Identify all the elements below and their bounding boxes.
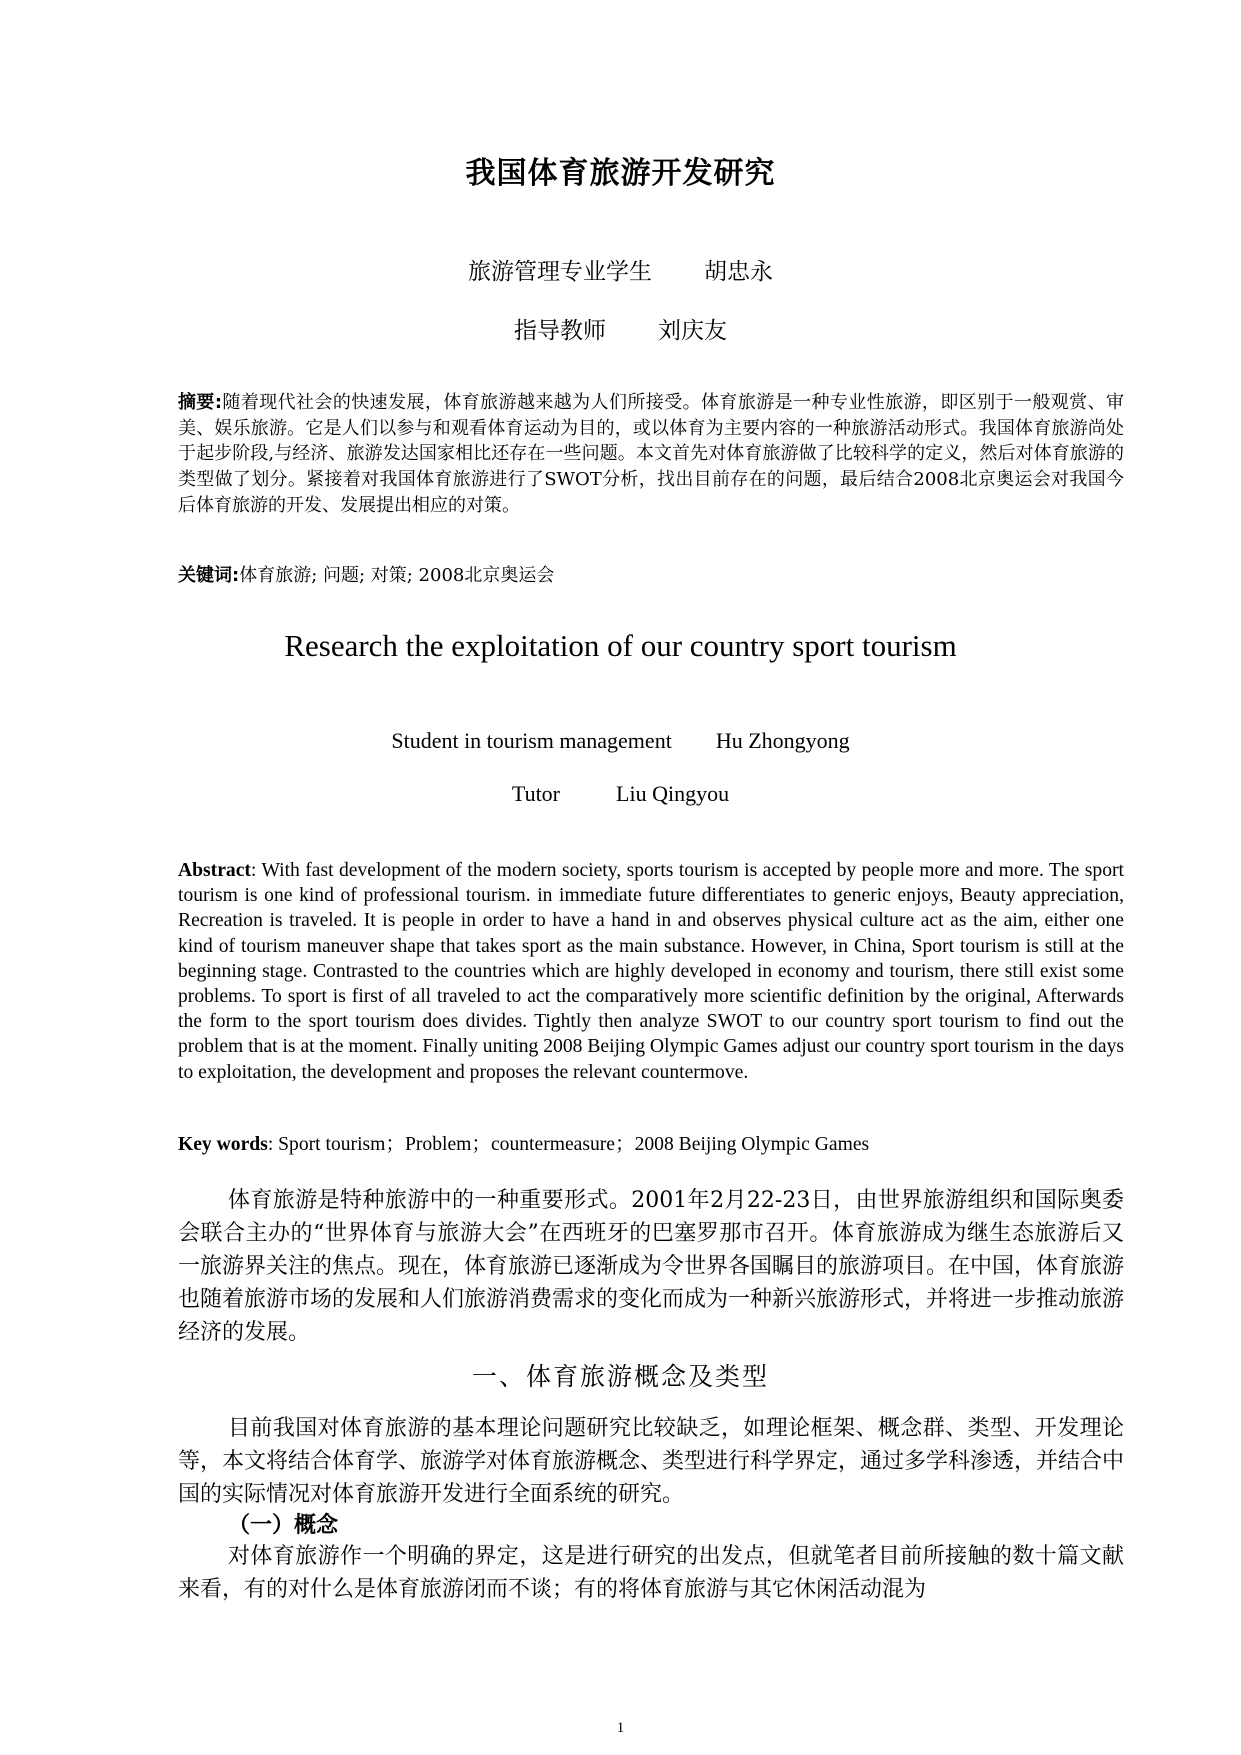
- sub-heading: （一）概念: [228, 1513, 339, 1538]
- chinese-abstract-text: 随着现代社会的快速发展，体育旅游越来越为人们所接受。体育旅游是一种专业性旅游，即区别于一般观赏、审美、娱乐旅游。它是人们以参与和观看体育运动为目的，或以体育为主要内容的一种旅游活动形式。我国体育旅游尚处于起步阶段,与经济、旅游发达国家相比还存在一些问题。本文首先对体育旅游做了比较科学的定义，然后对体育旅游的类型做了划分。紧接着对我国体育旅游进行了SWOT分析，找出目前存在的问题，最后结合2008北京奥运会对我国今后体育旅游的开发、发展提出相应的对策。: [178, 392, 1124, 516]
- chinese-author-line: [0, 253, 1241, 286]
- chinese-tutor-role: 指导教师: [514, 318, 606, 344]
- english-tutor-role: Tutor: [511, 781, 561, 806]
- chinese-abstract: [178, 390, 1124, 519]
- english-keywords: [178, 1132, 1124, 1157]
- chinese-author-name: 胡忠永: [704, 259, 773, 285]
- chinese-keywords: [178, 563, 1124, 588]
- english-abstract-text: : With fast development of the modern society, sports tourism is accepted by people more and more. The sport tourism is one kind of professional tourism. in immediate future differentiates to generic enjoys, Beauty appreciation, Recreation is traveled. It is people in order to have a hand in and observes physical culture act as the aim, either one kind of tourism maneuver shape that takes sport as the main substance. However, in China, Sport tourism is still at the beginning stage. Contrasted to the countries which are highly developed in economy and tourism, there still exist some problems. To sport is first of all traveled to act the comparatively more scientific definition by the original, Afterwards the form to the sport tourism does divides. Tightly then analyze SWOT to our country sport tourism to find out the problem that is at the moment. Finally uniting 2008 Beijing Olympic Games adjust our country sport tourism in the days to exploitation, the development and proposes the relevant countermove.: [178, 860, 1124, 1083]
- body-paragraph-2: 目前我国对体育旅游的基本理论问题研究比较缺乏，如理论框架、概念群、类型、开发理论等，本文将结合体育学、旅游学对体育旅游概念、类型进行科学界定，通过多学科渗透，并结合中国的实际情况对体育旅游开发进行全面系统的研究。: [178, 1416, 1125, 1507]
- english-author-line: [0, 728, 1241, 754]
- chinese-abstract-label: 摘要:: [178, 392, 223, 413]
- page-number: 1: [616, 1720, 625, 1736]
- chinese-author-role: 旅游管理专业学生: [468, 259, 652, 285]
- section-heading: 一、体育旅游概念及类型: [471, 1362, 769, 1391]
- body-paragraph-3: 对体育旅游作一个明确的界定，这是进行研究的出发点，但就笔者目前所接触的数十篇文献来看，有的对什么是体育旅游闭而不谈；有的将体育旅游与其它休闲活动混为: [178, 1544, 1124, 1602]
- body-paragraph-1: 体育旅游是特种旅游中的一种重要形式。2001年2月22-23日，由世界旅游组织和国际奥委会联合主办的“世界体育与旅游大会”在西班牙的巴塞罗那市召开。体育旅游成为继生态旅游后又一旅游界关注的焦点。现在，体育旅游已逐渐成为令世界各国瞩目的旅游项目。在中国，体育旅游也随着旅游市场的发展和人们旅游消费需求的变化而成为一种新兴旅游形式，并将进一步推动旅游经济的发展。: [178, 1188, 1125, 1345]
- chinese-keywords-label: 关键词:: [178, 565, 240, 586]
- english-author-name: Hu Zhongyong: [715, 728, 850, 753]
- english-keywords-label: Key words: [178, 1134, 268, 1155]
- chinese-tutor-name: 刘庆友: [658, 318, 727, 344]
- chinese-tutor-line: [0, 312, 1241, 345]
- english-title: Research the exploitation of our country sport tourism: [284, 628, 957, 663]
- chinese-title: 我国体育旅游开发研究: [465, 156, 776, 191]
- chinese-keywords-text: 体育旅游; 问题; 对策; 2008北京奥运会: [239, 565, 555, 586]
- english-abstract-label: Abstract: [178, 860, 251, 881]
- english-abstract: [178, 858, 1124, 1085]
- english-author-role: Student in tourism management: [391, 728, 672, 753]
- english-tutor-line: [0, 781, 1241, 807]
- english-keywords-text: : Sport tourism；Problem；countermeasure；2008 Beijing Olympic Games: [267, 1134, 870, 1155]
- english-tutor-name: Liu Qingyou: [616, 781, 730, 806]
